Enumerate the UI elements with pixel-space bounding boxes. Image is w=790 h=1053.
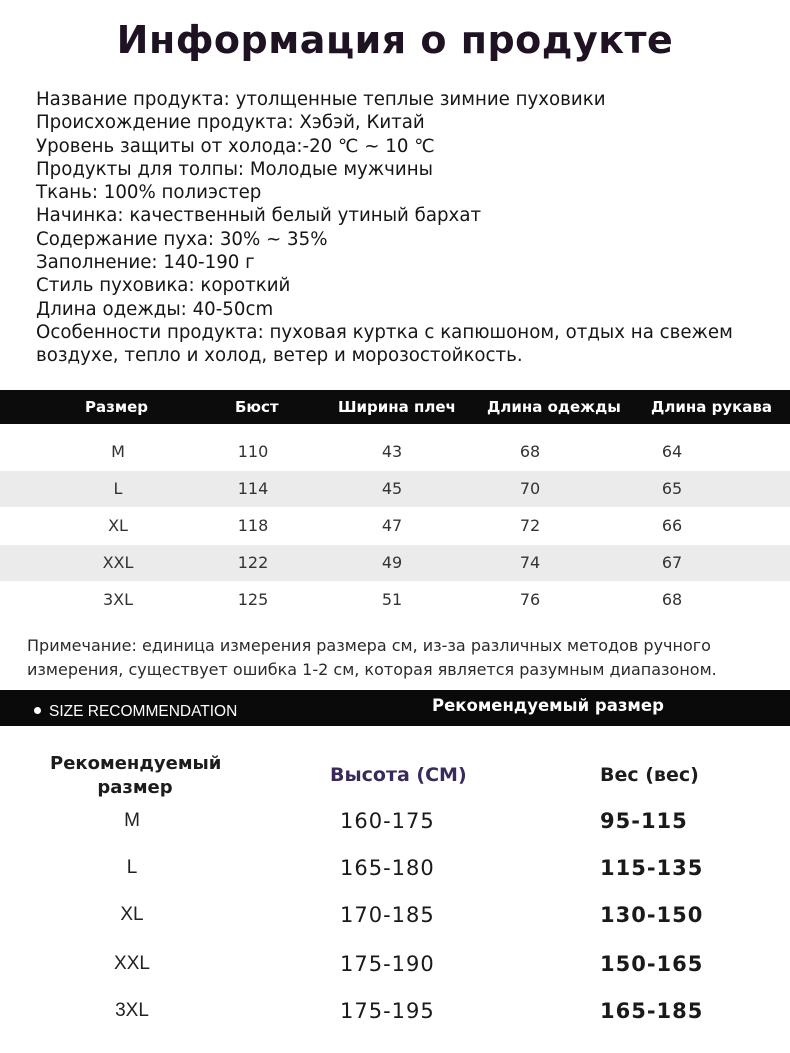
rec-row — [0, 942, 790, 986]
cell-sleeve: 65 — [661, 479, 683, 498]
cell-length: 74 — [519, 553, 541, 572]
cell-size: 3XL — [102, 590, 134, 609]
info-line: Особенности продукта: пуховая куртка с капюшоном, отдых на свежем — [36, 321, 733, 343]
cell-size: XXL — [102, 553, 134, 572]
info-line: Ткань: 100% полиэстер — [36, 182, 262, 204]
cell-sleeve: 66 — [661, 516, 683, 535]
info-line: Начинка: качественный белый утиный бархат — [36, 205, 482, 227]
info-line: Происхождение продукта: Хэбэй, Китай — [36, 112, 425, 134]
header-size: Размер — [85, 398, 149, 416]
size-table-header — [0, 390, 790, 424]
cell-length: 70 — [519, 479, 541, 498]
rec-weight: 165-185 — [600, 999, 704, 1023]
rec-weight: 95-115 — [600, 809, 688, 833]
info-line: Название продукта: утолщенные теплые зимние пуховики — [36, 89, 606, 110]
rec-header-size: Рекомендуемый размер — [50, 753, 222, 798]
info-line: Заполнение: 140-190 г — [36, 252, 255, 274]
cell-bust: 122 — [237, 553, 269, 572]
table-row — [0, 582, 790, 618]
rec-row — [0, 893, 790, 937]
cell-size: L — [113, 479, 123, 498]
header-length: Длина одежды — [487, 398, 621, 416]
bullet-icon — [34, 707, 41, 714]
table-row — [0, 545, 790, 581]
rec-height: 175-195 — [340, 999, 435, 1023]
rec-row — [0, 799, 790, 843]
cell-shoulder: 43 — [381, 442, 403, 461]
cell-sleeve: 67 — [661, 553, 683, 572]
rec-size: L — [126, 857, 138, 878]
info-line: Уровень защиты от холода:-20 ℃ ~ 10 ℃ — [36, 135, 435, 157]
rec-height: 160-175 — [340, 809, 435, 833]
rec-row — [0, 846, 790, 890]
rec-height: 170-185 — [340, 903, 435, 927]
rec-weight: 130-150 — [600, 903, 704, 927]
rec-height: 175-190 — [340, 952, 435, 976]
cell-size: M — [111, 442, 125, 461]
info-line: Стиль пуховика: короткий — [36, 275, 291, 297]
size-recommendation-label-en — [34, 703, 237, 721]
info-line: Содержание пуха: 30% ~ 35% — [36, 228, 328, 250]
cell-shoulder: 47 — [381, 516, 403, 535]
cell-length: 76 — [519, 590, 541, 609]
rec-size: XL — [120, 904, 144, 925]
rec-header-height: Высота (СМ) — [330, 764, 467, 786]
cell-bust: 110 — [237, 442, 269, 461]
rec-size: XXL — [114, 953, 150, 974]
header-bust: Бюст — [235, 398, 279, 416]
rec-weight: 150-165 — [600, 952, 704, 976]
cell-bust: 125 — [237, 590, 269, 609]
table-row — [0, 508, 790, 544]
cell-length: 68 — [519, 442, 541, 461]
measurement-note: Примечание: единица измерения размера см, из-за различных методов ручного измерения, существует ошибка 1-2 см, которая является разумным диапазоном. — [27, 636, 717, 679]
cell-bust: 118 — [237, 516, 269, 535]
cell-size: XL — [108, 516, 128, 535]
cell-bust: 114 — [237, 479, 269, 498]
product-info-list — [36, 88, 776, 368]
info-line: Длина одежды: 40-50cm — [36, 298, 274, 320]
page-title: Информация о продукте — [116, 18, 674, 62]
cell-sleeve: 64 — [661, 442, 683, 461]
rec-weight: 115-135 — [600, 856, 704, 880]
rec-header-weight: Вес (вес) — [600, 764, 699, 786]
header-sleeve: Длина рукава — [651, 398, 772, 416]
rec-size: M — [124, 810, 140, 831]
info-line: воздухе, тепло и холод, ветер и морозостойкость. — [36, 345, 523, 367]
cell-shoulder: 45 — [381, 479, 403, 498]
size-recommendation-text: SIZE RECOMMENDATION — [49, 703, 238, 720]
size-recommendation-bar — [0, 690, 790, 726]
cell-length: 72 — [519, 516, 541, 535]
table-row — [0, 434, 790, 470]
info-line: Продукты для толпы: Молодые мужчины — [36, 158, 433, 180]
table-row — [0, 471, 790, 507]
cell-shoulder: 51 — [381, 590, 403, 609]
rec-size: 3XL — [115, 1000, 149, 1021]
cell-shoulder: 49 — [381, 553, 403, 572]
size-recommendation-label-ru: Рекомендуемый размер — [432, 696, 664, 715]
cell-sleeve: 68 — [661, 590, 683, 609]
rec-height: 165-180 — [340, 856, 435, 880]
rec-row — [0, 989, 790, 1033]
header-shoulder: Ширина плеч — [338, 398, 456, 416]
